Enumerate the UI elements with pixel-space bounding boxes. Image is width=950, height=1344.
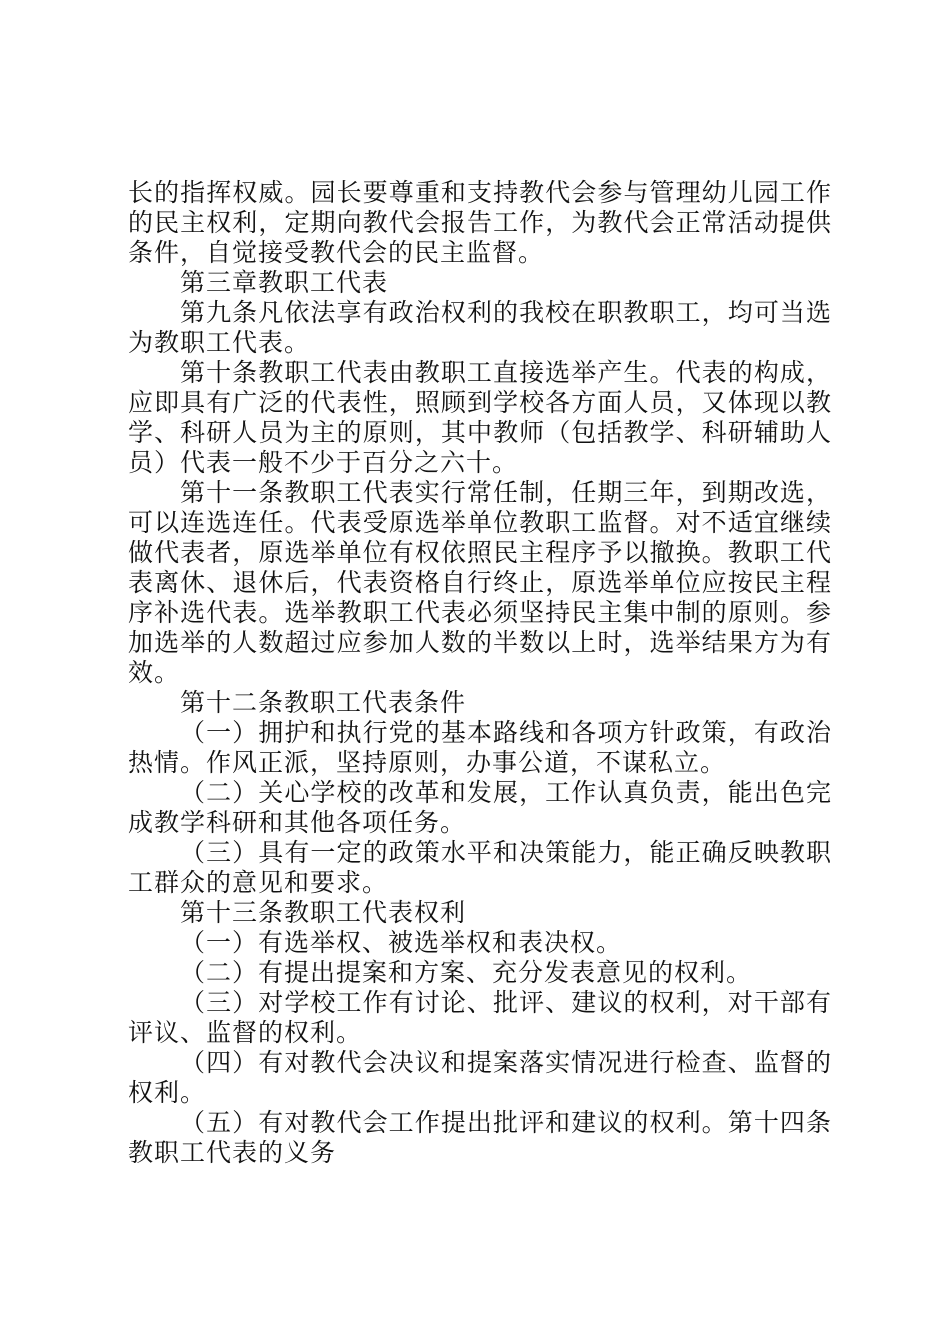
article-12-item-3: （三）具有一定的政策水平和决策能力，能正确反映教职工群众的意见和要求。 — [128, 838, 832, 897]
article-13-item-5: （五）有对教代会工作提出批评和建议的权利。第十四条教职工代表的义务 — [128, 1108, 832, 1167]
article-12-item-2: （二）关心学校的改革和发展，工作认真负责，能出色完成教学科研和其他各项任务。 — [128, 778, 832, 837]
document-page — [128, 178, 832, 1168]
article-13-item-1: （一）有选举权、被选举权和表决权。 — [180, 928, 623, 957]
article-9: 第九条凡依法享有政治权利的我校在职教职工，均可当选为教职工代表。 — [128, 298, 832, 357]
article-12-item-1: （一）拥护和执行党的基本路线和各项方针政策，有政治热情。作风正派，坚持原则，办事公道，不谋私立。 — [128, 718, 832, 777]
article-11: 第十一条教职工代表实行常任制，任期三年，到期改选，可以连选连任。代表受原选举单位教职工监督。对不适宜继续做代表者，原选举单位有权依照民主程序予以撤换。教职工代表离休、退休后，代表资格自行终止，原选举单位应按民主程序补选代表。选举教职工代表必须坚持民主集中制的原则。参加选举的人数超过应参加人数的半数以上时，选举结果方为有效。 — [128, 478, 832, 687]
chapter-heading: 第三章教职工代表 — [180, 268, 389, 297]
article-13-item-3: （三）对学校工作有讨论、批评、建议的权利，对干部有评议、监督的权利。 — [128, 988, 832, 1047]
article-13-item-2: （二）有提出提案和方案、充分发表意见的权利。 — [180, 958, 753, 987]
paragraph-continuation: 长的指挥权威。园长要尊重和支持教代会参与管理幼儿园工作的民主权利，定期向教代会报告工作，为教代会正常活动提供条件，自觉接受教代会的民主监督。 — [128, 178, 832, 267]
article-10: 第十条教职工代表由教职工直接选举产生。代表的构成，应即具有广泛的代表性，照顾到学校各方面人员，又体现以教学、科研人员为主的原则，其中教师（包括教学、科研辅助人员）代表一般不少于百分之六十。 — [128, 358, 832, 477]
article-13-heading: 第十三条教职工代表权利 — [180, 898, 467, 927]
article-12-heading: 第十二条教职工代表条件 — [180, 688, 467, 717]
article-13-item-4: （四）有对教代会决议和提案落实情况进行检查、监督的权利。 — [128, 1048, 832, 1107]
